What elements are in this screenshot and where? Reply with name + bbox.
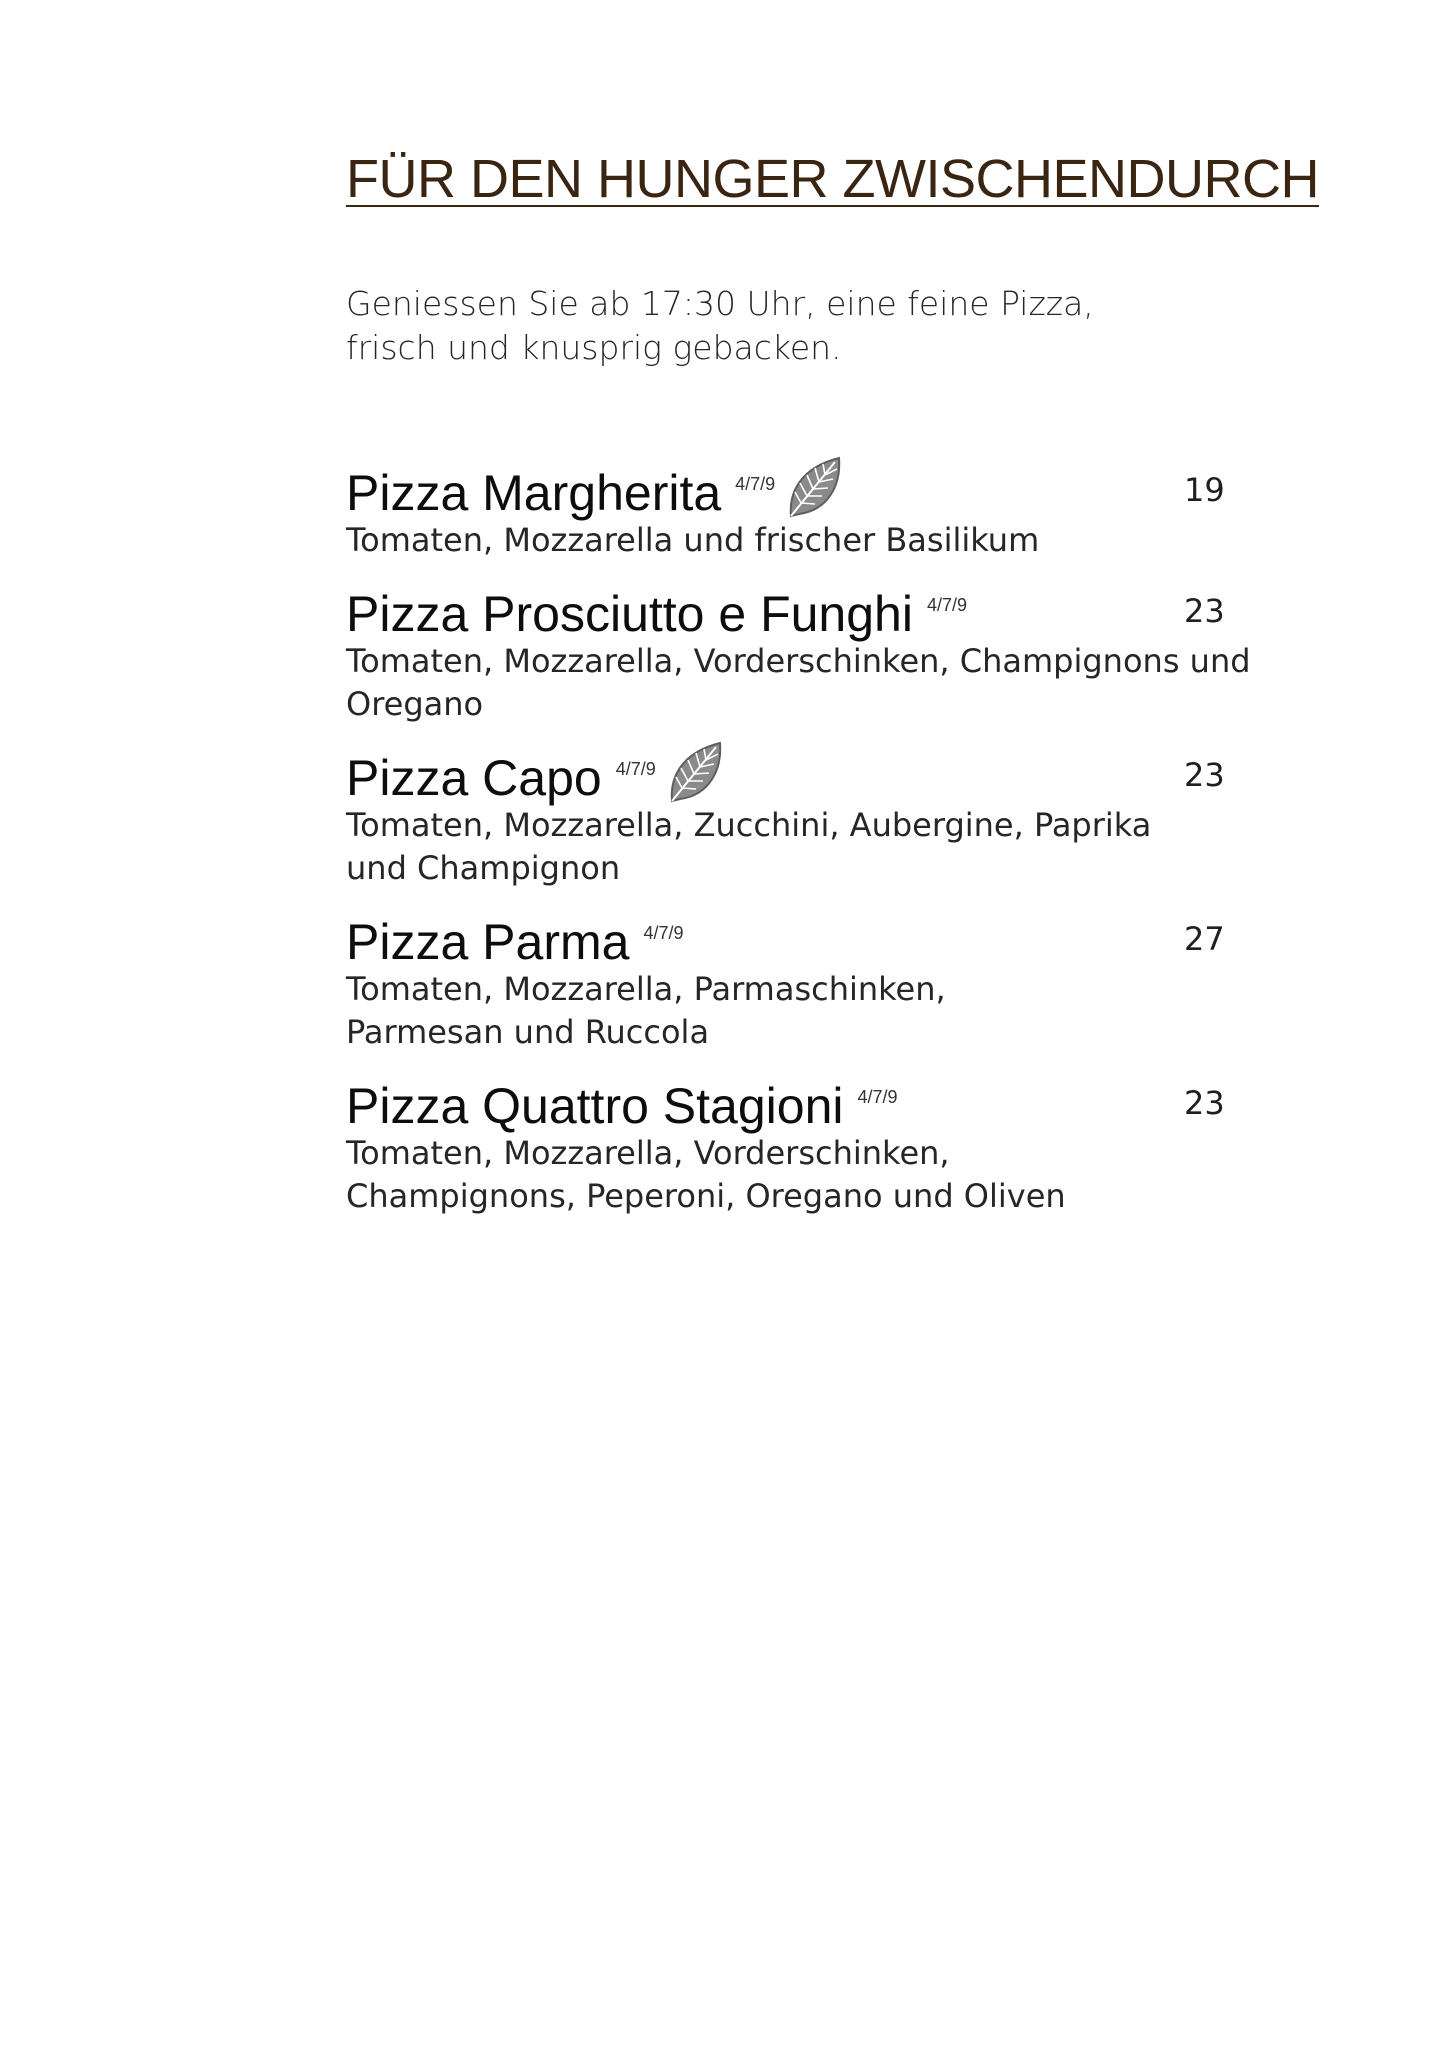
menu-item-prosciutto-e-funghi	[346, 573, 1251, 726]
description-line: Parmesan und Ruccola	[346, 1013, 710, 1051]
menu-item-name: Pizza Margherita	[346, 465, 722, 521]
menu-item-header	[346, 452, 1246, 519]
menu-item-header	[346, 573, 1246, 640]
menu-item-title	[346, 901, 683, 974]
description-line: und Champignon	[346, 849, 621, 887]
menu-page	[346, 0, 1346, 2064]
menu-item-title	[346, 737, 724, 810]
menu-item-description	[346, 1132, 1246, 1218]
menu-item-price: 23	[1184, 592, 1225, 630]
menu-item-description	[346, 519, 1246, 562]
menu-item-description	[346, 804, 1246, 890]
allergen-codes: 4/7/9	[735, 474, 776, 494]
menu-item-title	[346, 1065, 898, 1138]
menu-item-description	[346, 640, 1251, 726]
menu-item-parma	[346, 901, 1246, 1054]
description-line: Champignons, Peperoni, Oregano und Oliven	[346, 1177, 1066, 1215]
menu-item-price: 27	[1184, 920, 1225, 958]
leaf-icon	[666, 739, 724, 805]
description-line: Tomaten, Mozzarella, Vorderschinken,	[346, 1134, 950, 1172]
allergen-codes: 4/7/9	[857, 1087, 898, 1107]
menu-item-quattro-stagioni	[346, 1065, 1246, 1218]
intro-text	[346, 282, 1094, 370]
allergen-codes: 4/7/9	[615, 759, 656, 779]
menu-item-name: Pizza Parma	[346, 914, 630, 970]
menu-item-name: Pizza Prosciutto e Funghi	[346, 586, 913, 642]
page-title: FÜR DEN HUNGER ZWISCHENDURCH	[346, 149, 1319, 209]
description-line: Tomaten, Mozzarella, Zucchini, Aubergine, Paprika	[346, 806, 1152, 844]
menu-item-header	[346, 1065, 1246, 1132]
menu-item-name: Pizza Quattro Stagioni	[346, 1078, 844, 1134]
intro-line-2: frisch und knusprig gebacken.	[346, 328, 842, 367]
menu-item-price: 23	[1184, 756, 1225, 794]
menu-item-price: 19	[1184, 471, 1225, 509]
description-line: Tomaten, Mozzarella und frischer Basilikum	[346, 521, 1040, 559]
description-line: Tomaten, Mozzarella, Vorderschinken, Champignons und	[346, 642, 1251, 680]
menu-item-header	[346, 737, 1246, 804]
menu-item-header	[346, 901, 1246, 968]
description-line: Tomaten, Mozzarella, Parmaschinken,	[346, 970, 946, 1008]
menu-item-description	[346, 968, 1246, 1054]
menu-item-title	[346, 573, 967, 646]
menu-item-price: 23	[1184, 1084, 1225, 1122]
allergen-codes: 4/7/9	[926, 595, 967, 615]
pizza-list	[346, 452, 1251, 1229]
allergen-codes: 4/7/9	[643, 923, 684, 943]
menu-item-title	[346, 452, 843, 525]
menu-item-capo	[346, 737, 1246, 890]
menu-item-margherita	[346, 452, 1246, 562]
intro-line-1: Geniessen Sie ab 17:30 Uhr, eine feine Pizza,	[346, 284, 1094, 323]
menu-item-name: Pizza Capo	[346, 750, 602, 806]
leaf-icon	[785, 454, 843, 520]
description-line: Oregano	[346, 685, 484, 723]
